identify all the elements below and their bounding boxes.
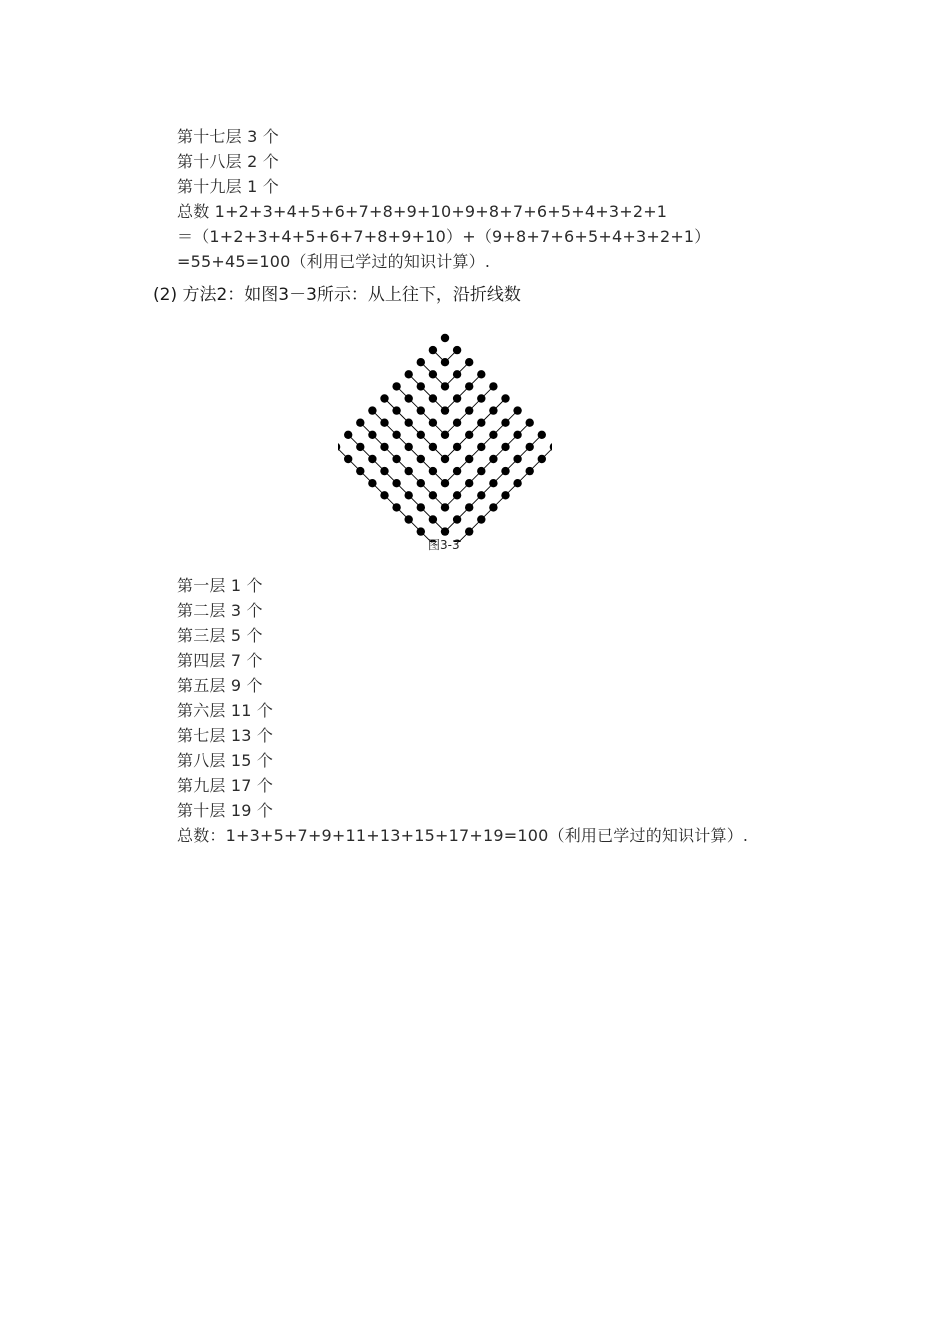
grid-dot [441,406,449,414]
grid-dot [380,443,388,451]
dot-diamond-figure [338,328,552,542]
grid-dot [441,479,449,487]
grid-dot [477,370,485,378]
text-line: 第十八层 2 个 [177,152,279,171]
fold-line [409,374,482,410]
grid-dot [501,467,509,475]
grid-dot [477,467,485,475]
grid-dot [453,467,461,475]
text-line: 第八层 15 个 [177,751,274,770]
grid-dot [417,382,425,390]
grid-dot [441,382,449,390]
grid-dot [489,406,497,414]
grid-dot [538,431,546,439]
grid-dot [453,394,461,402]
grid-dot [356,467,364,475]
grid-dot [417,527,425,535]
grid-dot [526,443,534,451]
grid-dot [392,382,400,390]
text-line: 第三层 5 个 [177,626,263,645]
grid-dot [429,467,437,475]
grid-dot [477,491,485,499]
grid-dot [405,419,413,427]
fold-line [372,411,517,484]
grid-dot [465,479,473,487]
grid-dot [441,503,449,511]
grid-dot [429,394,437,402]
grid-dot [429,515,437,523]
text-line: 总数：1+3+5+7+9+11+13+15+17+19=100（利用已学过的知识计算）. [177,826,749,845]
grid-dot [417,431,425,439]
grid-dot [405,467,413,475]
grid-dot [453,491,461,499]
grid-dot [513,431,521,439]
grid-dot [465,431,473,439]
grid-dot [392,406,400,414]
grid-dot [405,491,413,499]
grid-dot [405,370,413,378]
grid-dot [441,334,449,342]
grid-dot [526,467,534,475]
grid-dot [489,431,497,439]
grid-dot [429,443,437,451]
grid-dot [489,382,497,390]
text-line: 第十层 19 个 [177,801,274,820]
grid-dot [489,479,497,487]
grid-dot [417,455,425,463]
grid-dot [368,455,376,463]
grid-dot [356,443,364,451]
text-line: 第一层 1 个 [177,576,263,595]
grid-dot [392,455,400,463]
grid-dot [465,455,473,463]
grid-dot [489,455,497,463]
grid-dot [344,431,352,439]
grid-dot [405,394,413,402]
grid-dot [417,358,425,366]
text-line: 总数 1+2+3+4+5+6+7+8+9+10+9+8+7+6+5+4+3+2+1 [177,202,668,221]
grid-dot [538,455,546,463]
method-heading: (2) 方法2：如图3－3所示：从上往下，沿折线数 [153,285,521,305]
text-line: =55+45=100（利用已学过的知识计算）. [177,252,491,271]
text-line: 第七层 13 个 [177,726,274,745]
text-line: 第六层 11 个 [177,701,274,720]
text-line: ＝（1+2+3+4+5+6+7+8+9+10）+（9+8+7+6+5+4+3+2+1） [177,227,711,246]
grid-dot [380,419,388,427]
grid-dot [417,503,425,511]
grid-dot [453,419,461,427]
grid-dot [441,455,449,463]
grid-dot [526,419,534,427]
grid-dot [453,443,461,451]
grid-dot [441,431,449,439]
grid-dot [513,406,521,414]
grid-dot [477,419,485,427]
grid-dot [380,394,388,402]
grid-dot [465,527,473,535]
grid-dot [477,515,485,523]
grid-dot [501,419,509,427]
text-line: 第十九层 1 个 [177,177,279,196]
grid-dot [465,382,473,390]
grid-dot [501,491,509,499]
grid-dot [344,455,352,463]
grid-dot [429,491,437,499]
text-line: 第二层 3 个 [177,601,263,620]
text-line: 第十七层 3 个 [177,127,279,146]
grid-dot [429,346,437,354]
grid-dot [368,406,376,414]
grid-dot [453,515,461,523]
grid-dot [465,503,473,511]
grid-dot [380,467,388,475]
grid-dot [405,515,413,523]
grid-dot [429,419,437,427]
grid-dot [392,479,400,487]
grid-dot [513,455,521,463]
grid-dot [465,358,473,366]
grid-dot [453,370,461,378]
grid-dot [441,527,449,535]
grid-dot [453,346,461,354]
grid-dot [501,443,509,451]
grid-dot [380,491,388,499]
grid-dot [489,503,497,511]
grid-dot [465,406,473,414]
grid-dot [392,431,400,439]
grid-dot [477,443,485,451]
grid-dot [501,394,509,402]
grid-dot [429,370,437,378]
grid-dot [356,419,364,427]
grid-dot [392,503,400,511]
text-line: 第五层 9 个 [177,676,263,695]
grid-dot [441,358,449,366]
text-line: 第四层 7 个 [177,651,263,670]
text-line: 第九层 17 个 [177,776,274,795]
figure-caption: 图3-3 [428,538,460,552]
grid-dot [513,479,521,487]
grid-dot [417,479,425,487]
grid-dot [368,479,376,487]
grid-dot [405,443,413,451]
grid-dot [368,431,376,439]
grid-dot [477,394,485,402]
grid-dot [417,406,425,414]
